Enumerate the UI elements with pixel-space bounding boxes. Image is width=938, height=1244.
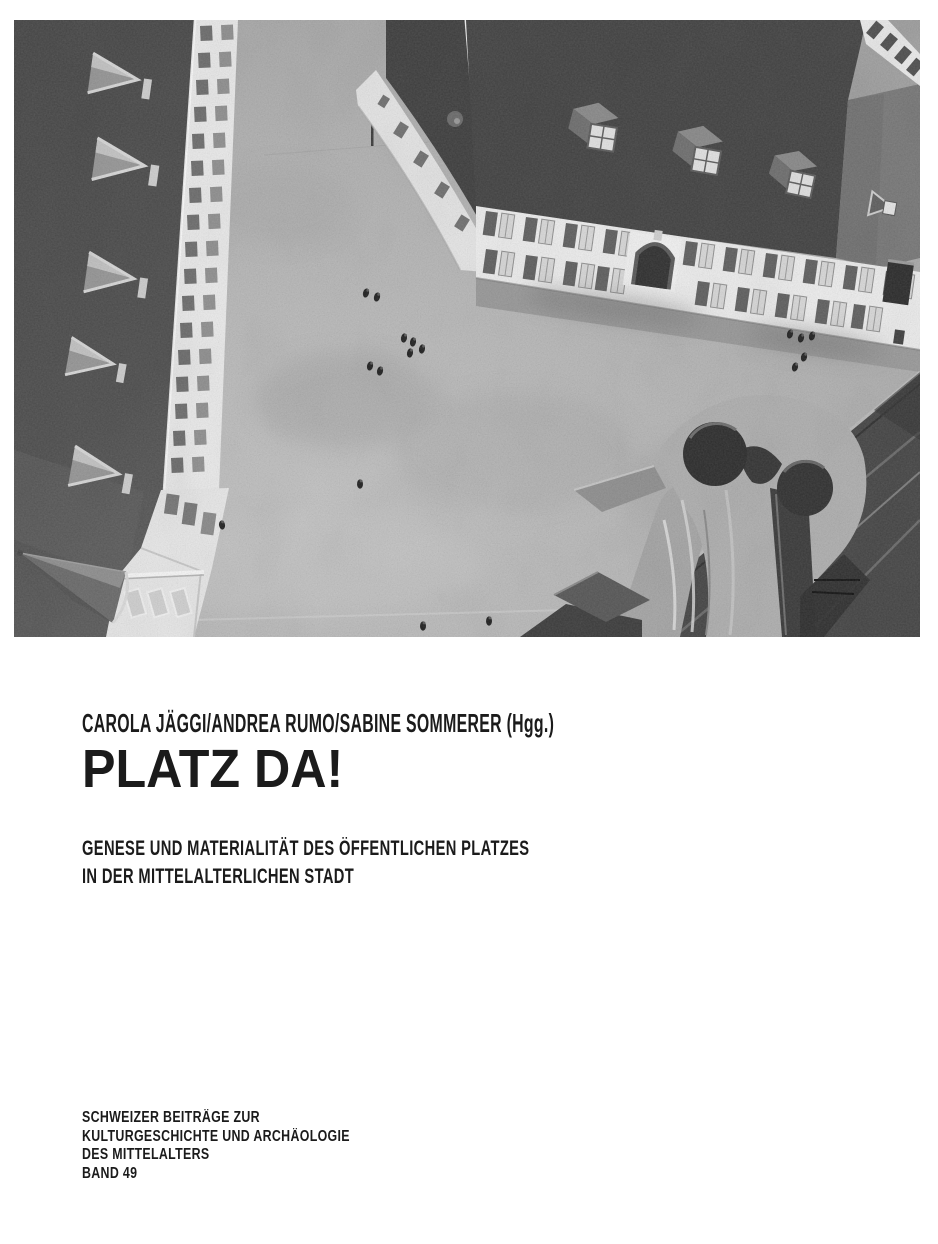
editors-line <box>82 710 856 736</box>
series-volume: BAND 49 <box>82 1165 138 1183</box>
series-block <box>82 1109 417 1184</box>
editors-text: CAROLA JÄGGI/ANDREA RUMO/SABINE SOMMERER (Hgg.) <box>82 708 555 738</box>
book-title-text: PLATZ DA! <box>82 739 344 799</box>
subtitle-line-2: IN DER MITTELALTERLICHEN STADT <box>82 865 355 888</box>
series-line-3: DES MITTELALTERS <box>82 1146 210 1164</box>
book-subtitle <box>82 835 721 891</box>
series-line-2: KULTURGESCHICHTE UND ARCHÄOLOGIE <box>82 1127 350 1145</box>
book-title <box>82 739 363 799</box>
subtitle-line-1: GENESE UND MATERIALITÄT DES ÖFFENTLICHEN PLATZES <box>82 837 530 860</box>
series-line-1: SCHWEIZER BEITRÄGE ZUR <box>82 1109 260 1126</box>
cover-photo <box>14 20 920 637</box>
aerial-square-photo-illustration <box>14 20 920 637</box>
